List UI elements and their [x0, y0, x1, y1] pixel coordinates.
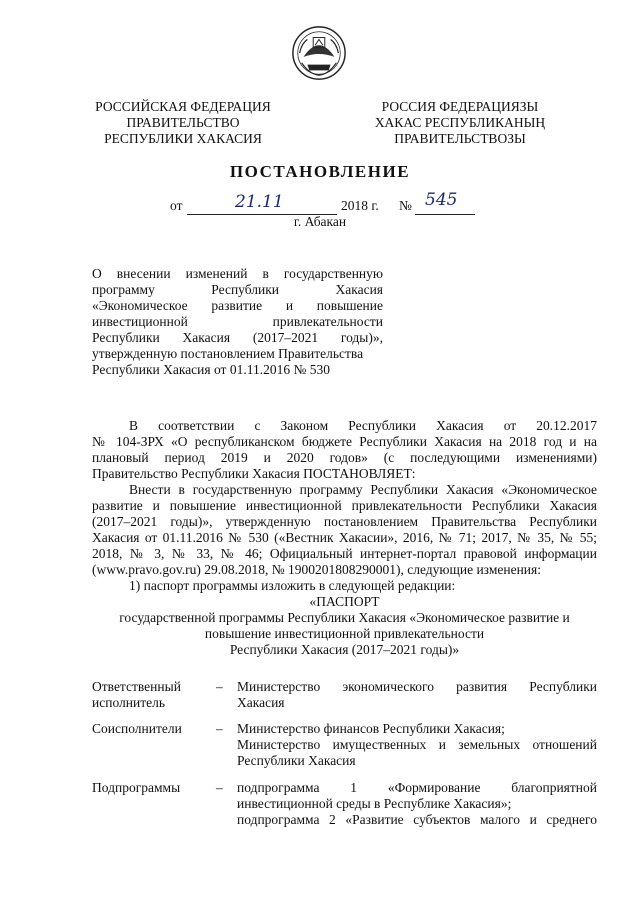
subject-line: утвержденную постановлением Правительства [92, 346, 364, 361]
subject-line: Республики Хакасия от 01.11.2016 № 530 [92, 362, 330, 377]
header-left-line: РОССИЙСКАЯ ФЕДЕРАЦИЯ [95, 99, 271, 114]
handwritten-date: 21.11 [235, 192, 284, 212]
subject-line: О внесении изменений в государственную [92, 266, 383, 281]
value-line: Хакасия [237, 695, 285, 710]
label-line: Подпрограммы [92, 780, 181, 795]
passport-row-value [237, 721, 597, 769]
body-line: (2017–2021 годы)», утвержденную постановлением Правительства Республики [92, 514, 597, 529]
passport-heading-line: повышение инвестиционной привлекательности [204, 626, 485, 641]
value-line: Республики Хакасия [237, 753, 356, 768]
list-item: 1) паспорт программы изложить в следующей редакции: [129, 578, 456, 593]
header-right-line: РОССИЯ ФЕДЕРАЦИЯЗЫ [381, 99, 539, 114]
header-left-line: ПРАВИТЕЛЬСТВО [126, 115, 240, 130]
passport-heading-line: Республики Хакасия (2017–2021 годы)» [229, 642, 460, 657]
coat-of-arms-emblem-icon [290, 24, 348, 82]
label-line: Ответственный [92, 679, 181, 694]
number-label: № [399, 198, 412, 213]
body-line: № 104-ЗРХ «О республиканском бюджете Республики Хакасия на 2018 год и на [92, 434, 597, 449]
header-right-block [345, 99, 575, 147]
value-line: Министерство имущественных и земельных отношений [237, 737, 597, 752]
body-line: 2018, № 3, № 33, № 46; Официальный интернет-портал правовой информации [92, 546, 597, 561]
value-line: инвестиционной среды в Республике Хакасия»; [237, 796, 512, 811]
body-line: Хакасия от 01.11.2016 № 530 («Вестник Хакасии», 2016, № 71; 2017, № 35, № 55; [92, 530, 597, 545]
subject-line: Республики Хакасия (2017–2021 годы)», [92, 330, 383, 345]
label-line: исполнитель [92, 695, 165, 710]
passport-heading-line: «ПАСПОРТ [309, 594, 380, 609]
passport-heading [92, 594, 597, 658]
city-label: г. Абакан [293, 214, 347, 229]
body-line: плановый период 2019 и 2020 годов» (с последующими изменениями) [92, 450, 597, 465]
value-line: Министерство экономического развития Республики [237, 679, 597, 694]
header-left-block [68, 99, 298, 147]
passport-row-dash: – [216, 780, 223, 795]
passport-row-dash: – [216, 679, 223, 694]
body-line: развитие и повышение инвестиционной привлекательности Республики Хакасия [92, 498, 597, 513]
document-title: ПОСТАНОВЛЕНИЕ [229, 162, 411, 181]
subject-line: инвестиционной привлекательности [92, 314, 383, 329]
subject-line: программу Республики Хакасия [92, 282, 383, 297]
handwritten-number: 545 [425, 190, 458, 210]
body-line: Правительство Республики Хакасия ПОСТАНОВЛЯЕТ: [92, 466, 416, 481]
value-line: Министерство финансов Республики Хакасия; [237, 721, 505, 736]
passport-row-label [92, 679, 212, 711]
passport-row-label [92, 780, 212, 796]
passport-row-value [237, 780, 597, 828]
header-left-line: РЕСПУБЛИКИ ХАКАСИЯ [104, 131, 262, 146]
date-from-label: от [170, 198, 183, 213]
passport-row-label [92, 721, 212, 737]
value-line: подпрограмма 1 «Формирование благоприятной [237, 780, 597, 795]
value-line: подпрограмма 2 «Развитие субъектов малого и среднего [237, 812, 597, 827]
header-right-line: ПРАВИТЕЛЬСТВОЗЫ [394, 131, 526, 146]
date-year: 2018 г. [341, 198, 379, 213]
body-line: В соответствии с Законом Республики Хакасия от 20.12.2017 [129, 418, 597, 433]
label-line: Соисполнители [92, 721, 182, 736]
passport-heading-line: государственной программы Республики Хакасия «Экономическое развитие и [119, 610, 570, 625]
body-text [92, 418, 597, 594]
body-line: Внести в государственную программу Республики Хакасия «Экономическое [129, 482, 597, 497]
subject-block [92, 266, 383, 378]
header-right-line: ХАКАС РЕСПУБЛИКАНЫҢ [374, 115, 546, 130]
passport-row-value [237, 679, 597, 711]
subject-line: «Экономическое развитие и повышение [92, 298, 383, 313]
passport-row-dash: – [216, 721, 223, 736]
body-line: (www.pravo.gov.ru) 29.08.2018, № 1900201808290001), следующие изменения: [92, 562, 541, 577]
